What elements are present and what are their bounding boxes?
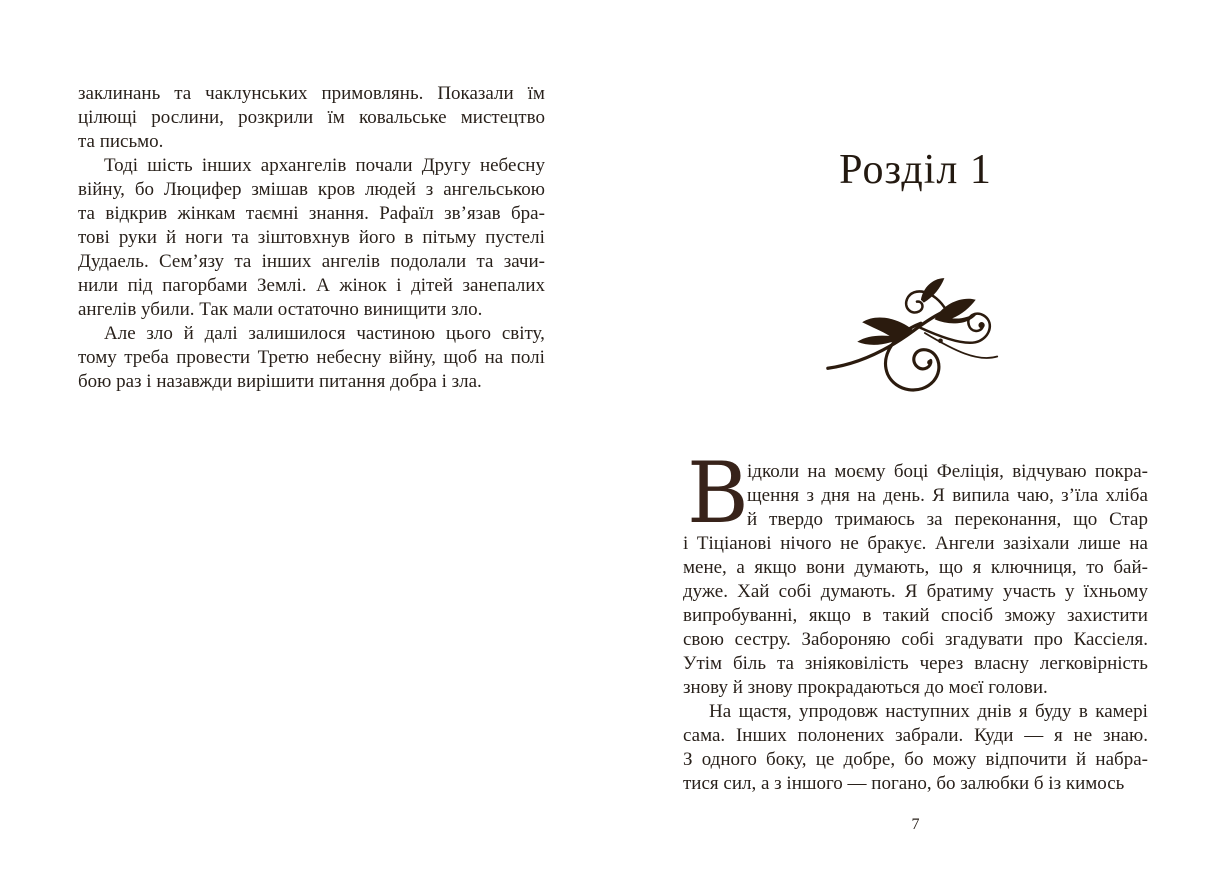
right-page <box>683 0 1148 883</box>
page-number: 7 <box>911 816 920 833</box>
paragraph <box>78 82 545 154</box>
text-line: тові руки й ноги та зіштовхнув його в пітьму пустелі <box>78 227 545 248</box>
text-line: З одного боку, це добре, бо можу відпочити й набра- <box>683 749 1148 770</box>
text-line: дуже. Хай собі думають. Я братиму участь у їхньому <box>683 581 1148 602</box>
text-line: та відкрив жінкам таємні знання. Рафаїл зв’язав бра- <box>78 203 545 224</box>
text-line: нили під пагорбами Землі. А жінок і дітей занепалих <box>78 275 545 296</box>
paragraph <box>78 154 545 322</box>
text-line: На щастя, упродовж наступних днів я буду в камері <box>709 701 1148 722</box>
paragraph <box>683 700 1148 796</box>
right-page-text <box>683 444 1148 796</box>
text-line: й твердо тримаюсь за переконання, що Стар <box>747 509 1148 530</box>
left-page-text <box>78 82 545 394</box>
text-line: бою раз і назавжди вирішити питання добра і зла. <box>78 371 482 392</box>
text-line: знову й знову прокрадаються до моєї голови. <box>683 677 1048 698</box>
drop-cap: В <box>687 444 749 542</box>
text-line: тому треба провести Третю небесну війну, щоб на полі <box>78 347 545 368</box>
text-line: сама. Інших полонених забрали. Куди — я не знаю. <box>683 725 1148 746</box>
text-line: ідколи на моєму боці Феліція, відчуваю покра- <box>747 461 1148 482</box>
text-line: ангелів убили. Так мали остаточно винищити зло. <box>78 299 483 320</box>
text-line: мене, а якщо вони думають, що я ключниця, то бай- <box>683 557 1148 578</box>
left-page <box>78 82 545 394</box>
text-line: війну, бо Люцифер змішав кров людей з ангельською <box>78 179 545 200</box>
text-line: щення з дня на день. Я випила чаю, з’їла хліба <box>747 485 1148 506</box>
text-line: і Тіціанові нічого не бракує. Ангели зазіхали лише на <box>683 533 1148 554</box>
text-line: Дудаель. Сем’язу та інших ангелів подолали та зачи- <box>78 251 545 272</box>
paragraph <box>78 322 545 394</box>
text-line: Тоді шість інших архангелів почали Другу небесну <box>104 155 545 176</box>
text-line: свою сестру. Забороняю собі згадувати про Кассіеля. <box>683 629 1148 650</box>
paragraph <box>683 460 1148 700</box>
floral-flourish-ornament <box>823 268 1009 398</box>
text-line: випробуванні, якщо в такий спосіб зможу захистити <box>683 605 1148 626</box>
text-line: Але зло й далі залишилося частиною цього світу, <box>104 323 545 344</box>
text-line: Утім біль та зніяковілість через власну легковірність <box>683 653 1148 674</box>
text-line: та письмо. <box>78 131 164 152</box>
text-line: тися сил, а з іншого — погано, бо залюбки б із кимось <box>683 773 1125 794</box>
chapter-title: Розділ 1 <box>839 147 992 193</box>
text-line: цілющі рослини, розкрили їм ковальське мистецтво <box>78 107 545 128</box>
text-line: заклинань та чаклунських примовлянь. Показали їм <box>78 83 545 104</box>
